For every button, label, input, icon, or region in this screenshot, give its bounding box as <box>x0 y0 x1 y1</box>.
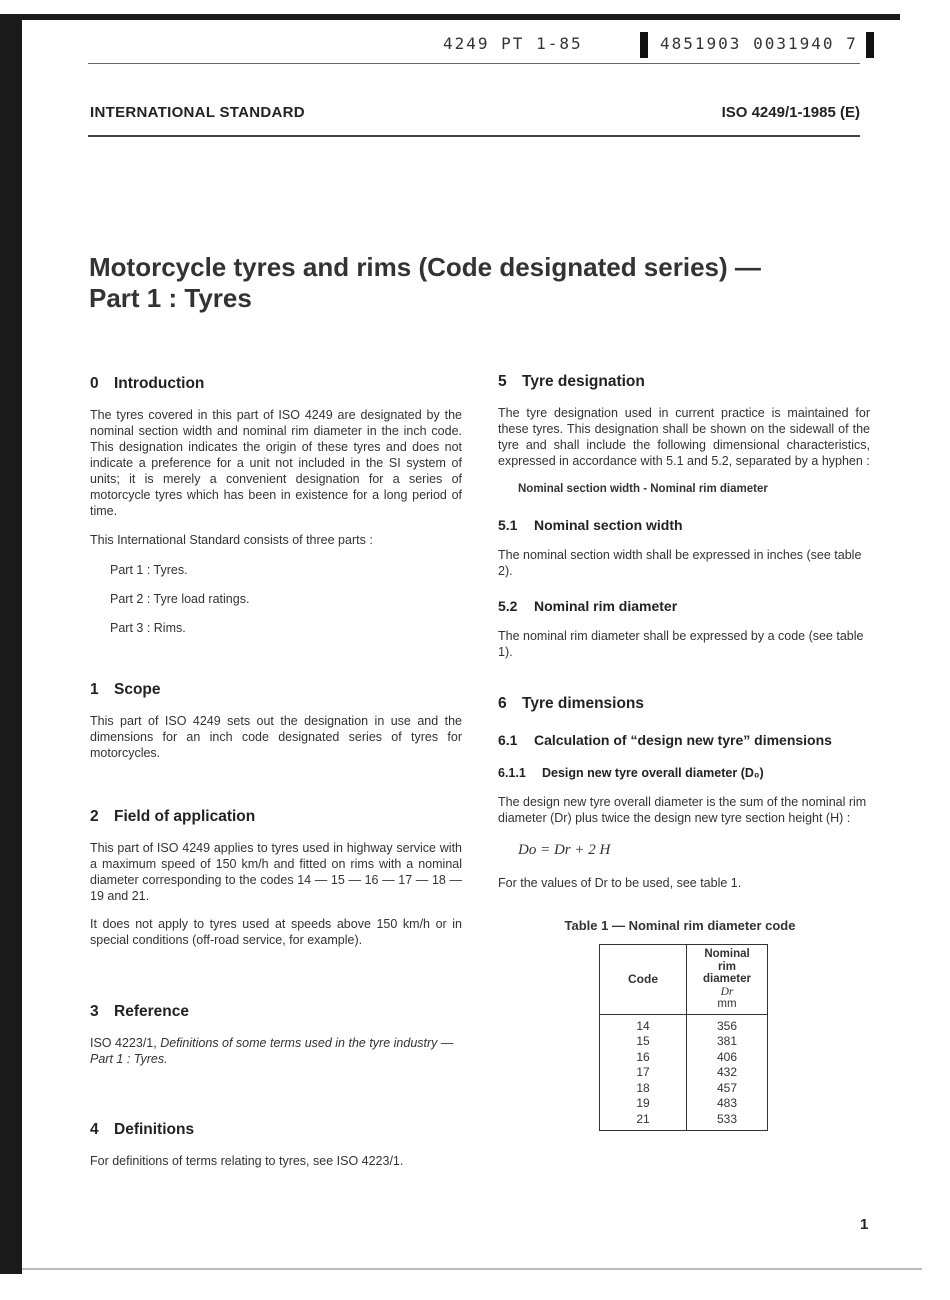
section-heading-field-of-application: 2 Field of application <box>90 808 256 825</box>
section-heading-scope: 1 Scope <box>90 681 161 698</box>
reference-entry <box>90 1035 462 1067</box>
print-code-left: 4249 PT 1-85 <box>443 34 583 53</box>
page-number: 1 <box>860 1216 869 1233</box>
designation-paragraph: The tyre designation used in current practice is maintained for these tyres. This designation shall be shown on the sidewall of the tyre and shall include the following dimensional characteristics, expressed in accordance with 5.1 and 5.2, separated by a hyphen : <box>498 406 870 468</box>
table-row: 19 483 <box>600 1096 768 1112</box>
header-standard-number: ISO 4249/1-1985 (E) <box>721 104 860 121</box>
intro-paragraph: The tyres covered in this part of ISO 4249 are designated by the nominal section width and nominal rim diameter in the inch code. This designation indicates the origin of these tyres and does not indicate a preference for a unit not included in the SI system of units; it is merely a convenient designation for a series of motorcycle tyres which has been in existence for a long period of time. <box>90 408 462 518</box>
reference-title: Definitions of some terms used in the tyre industry — Part 1 : Tyres. <box>90 1036 454 1066</box>
subsection-6-1-1-paragraph: The design new tyre overall diameter is the sum of the nominal rim diameter (Dr) plus twice the design new tyre section height (H) : <box>498 795 867 825</box>
table-1-header-diameter: Nominal rim diameter Dr mm <box>687 945 768 1015</box>
table-row: 21 533 <box>600 1112 768 1131</box>
table-1 <box>599 944 768 1131</box>
table-reference-paragraph: For the values of Dr to be used, see table 1. <box>498 876 742 890</box>
table-1-header-code: Code <box>600 945 687 1015</box>
scope-paragraph: This part of ISO 4249 sets out the designation in use and the dimensions for an inch code designated series of tyres for motorcycles. <box>90 714 462 760</box>
reference-id: ISO 4223/1, <box>90 1036 157 1050</box>
section-heading-reference: 3 Reference <box>90 1003 189 1020</box>
left-column <box>90 375 462 1169</box>
intro-part-3: Part 3 : Rims. <box>110 621 186 635</box>
document-title <box>89 252 761 314</box>
table-1-caption: Table 1 — Nominal rim diameter code <box>564 918 796 933</box>
print-bar-mark <box>866 32 874 58</box>
intro-parts-lead: This International Standard consists of three parts : <box>90 533 373 547</box>
top-rule <box>88 63 860 64</box>
subsection-heading-5-1: 5.1 Nominal section width <box>498 517 683 533</box>
intro-part-2: Part 2 : Tyre load ratings. <box>110 592 250 606</box>
section-heading-definitions: 4 Definitions <box>90 1121 195 1138</box>
print-code-right: 4851903 0031940 7 <box>660 34 858 53</box>
subsection-5-1-paragraph: The nominal section width shall be expressed in inches (see table 2). <box>498 548 862 578</box>
title-line-1: Motorcycle tyres and rims (Code designated series) — <box>89 252 761 282</box>
scan-edge-bottom <box>22 1268 922 1270</box>
table-row: 18 457 <box>600 1081 768 1097</box>
table-row: 15 381 <box>600 1034 768 1050</box>
overall-diameter-formula: Do = Dr + 2 H <box>518 842 611 858</box>
field-paragraph-2: It does not apply to tyres used at speeds above 150 km/h or in special conditions (off-road service, for example). <box>90 917 462 947</box>
definitions-paragraph: For definitions of terms relating to tyres, see ISO 4223/1. <box>90 1154 404 1168</box>
subsection-heading-6-1-1: 6.1.1 Design new tyre overall diameter (D₀) <box>498 766 764 780</box>
scan-edge-top <box>20 14 900 20</box>
subsection-heading-6-1: 6.1 Calculation of “design new tyre” dimensions <box>498 732 832 748</box>
title-line-2: Part 1 : Tyres <box>89 283 252 313</box>
table-row: 16 406 <box>600 1050 768 1066</box>
header-rule <box>88 135 860 137</box>
section-heading-tyre-designation: 5 Tyre designation <box>498 373 645 390</box>
section-heading-introduction: 0 Introduction <box>90 375 205 392</box>
intro-part-1: Part 1 : Tyres. <box>110 563 188 577</box>
table-row: 17 432 <box>600 1065 768 1081</box>
scan-edge-left <box>0 14 22 1274</box>
field-paragraph-1: This part of ISO 4249 applies to tyres used in highway service with a maximum speed of 150 km/h and fitted on rims with a nominal diameter corresponding to the codes 14 — 15 — 16 — 17 — 18 — 19 and 21. <box>90 841 462 903</box>
subsection-heading-5-2: 5.2 Nominal rim diameter <box>498 598 678 614</box>
right-column <box>498 373 870 1131</box>
table-row: 14 356 <box>600 1014 768 1034</box>
subsection-5-2-paragraph: The nominal rim diameter shall be expressed by a code (see table 1). <box>498 629 864 659</box>
section-heading-tyre-dimensions: 6 Tyre dimensions <box>498 695 645 712</box>
print-bar-mark <box>640 32 648 58</box>
designation-format: Nominal section width - Nominal rim diameter <box>518 483 768 495</box>
header-standard-type: INTERNATIONAL STANDARD <box>90 104 305 121</box>
